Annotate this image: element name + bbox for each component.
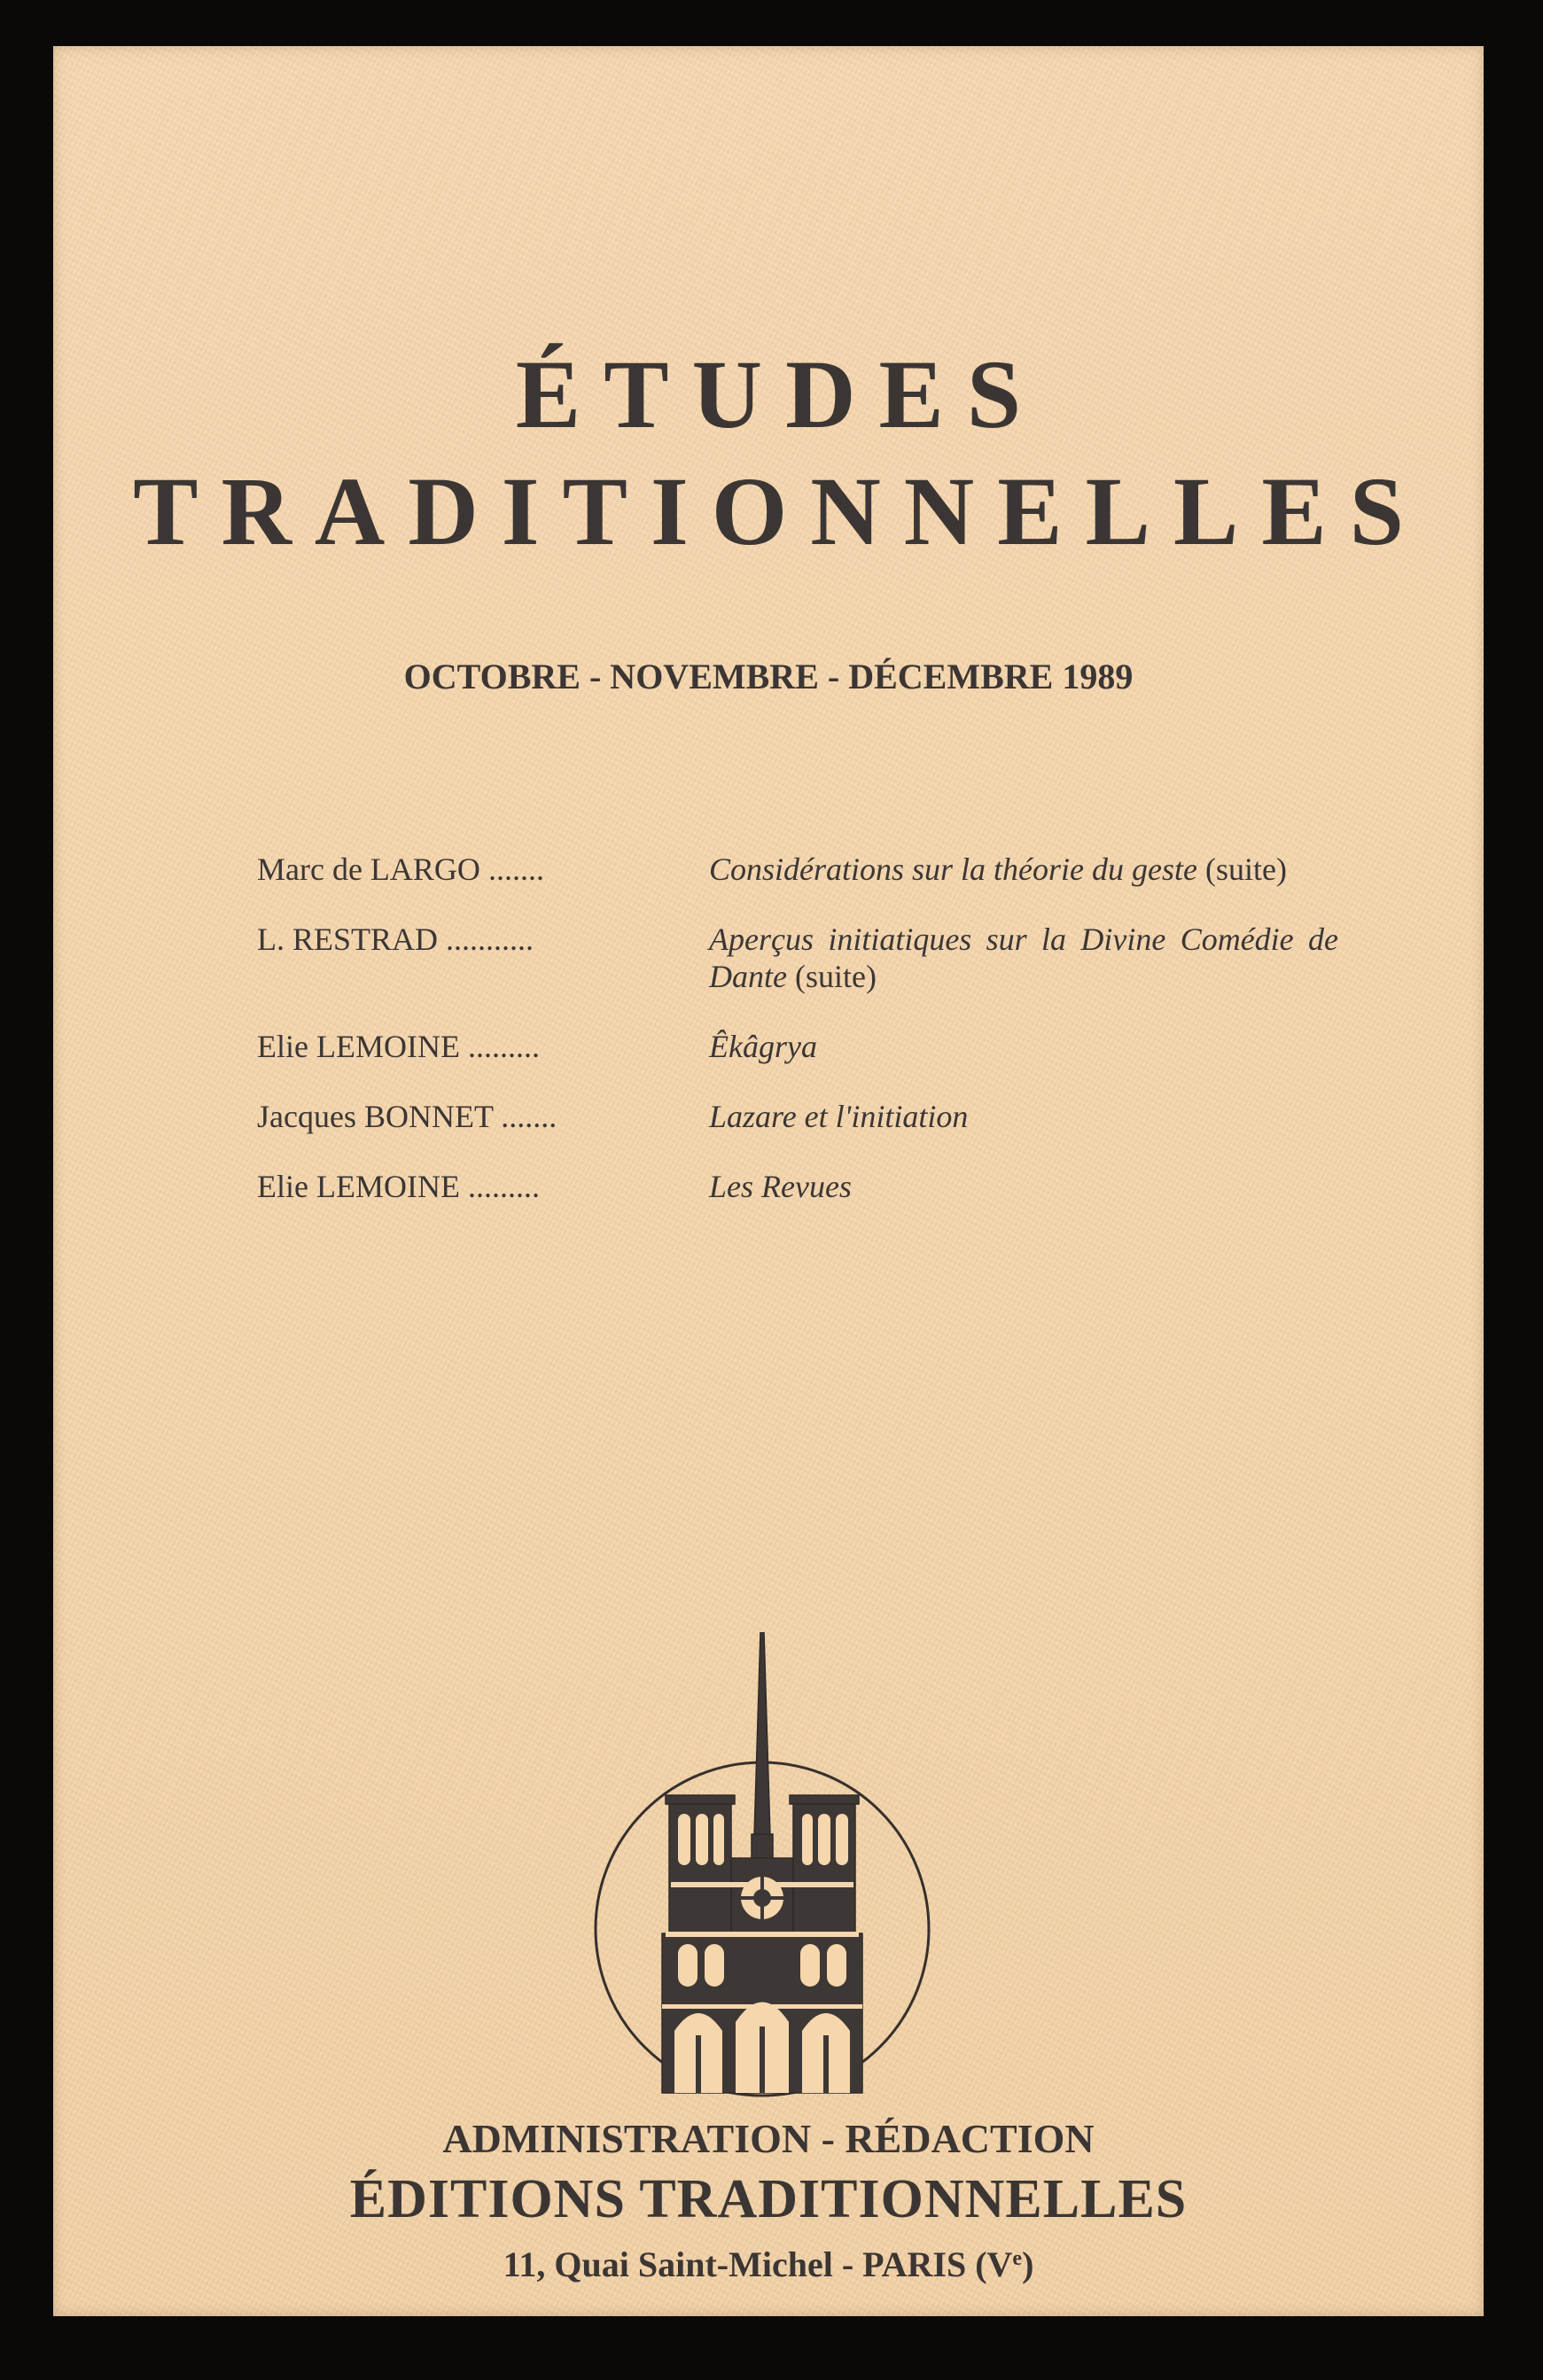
title-line-2: TRADITIONNELLES — [133, 457, 1427, 565]
entry-author: Jacques BONNET ....... — [257, 1099, 557, 1134]
entry-author: Marc de LARGO ....... — [257, 852, 544, 887]
entry-author: Elie LEMOINE ......... — [257, 1029, 540, 1064]
contents-entry — [257, 1168, 1338, 1205]
publisher-name: ÉDITIONS TRADITIONNELLES — [349, 2169, 1188, 2229]
entry-title: Lazare et l'initiation — [709, 1099, 969, 1134]
entry-title: Les Revues — [709, 1169, 852, 1204]
contents-entry — [257, 921, 1338, 995]
entry-title: Êkâgrya — [709, 1029, 817, 1064]
book-cover — [53, 46, 1484, 2316]
contents-entry — [257, 1098, 1338, 1135]
contents-entry — [257, 1028, 1338, 1065]
publisher-address: 11, Quai Saint-Michel - PARIS (Ve) — [503, 2244, 1034, 2284]
title-line-1: ÉTUDES — [515, 340, 1045, 448]
table-of-contents — [257, 851, 1338, 1205]
entry-author: Elie LEMOINE ......... — [257, 1169, 540, 1204]
entry-title: Aperçus initiatiques sur la Divine Comédie de Dante (suite) — [709, 922, 1338, 994]
cathedral-notre-dame-icon — [589, 1632, 935, 2102]
entry-title: Considérations sur la théorie du geste (suite) — [709, 852, 1287, 887]
issue-date: OCTOBRE - NOVEMBRE - DÉCEMBRE 1989 — [403, 657, 1134, 696]
entry-author: L. RESTRAD ........... — [257, 922, 534, 957]
publisher-department: ADMINISTRATION - RÉDACTION — [442, 2116, 1095, 2161]
contents-entry — [257, 851, 1338, 888]
